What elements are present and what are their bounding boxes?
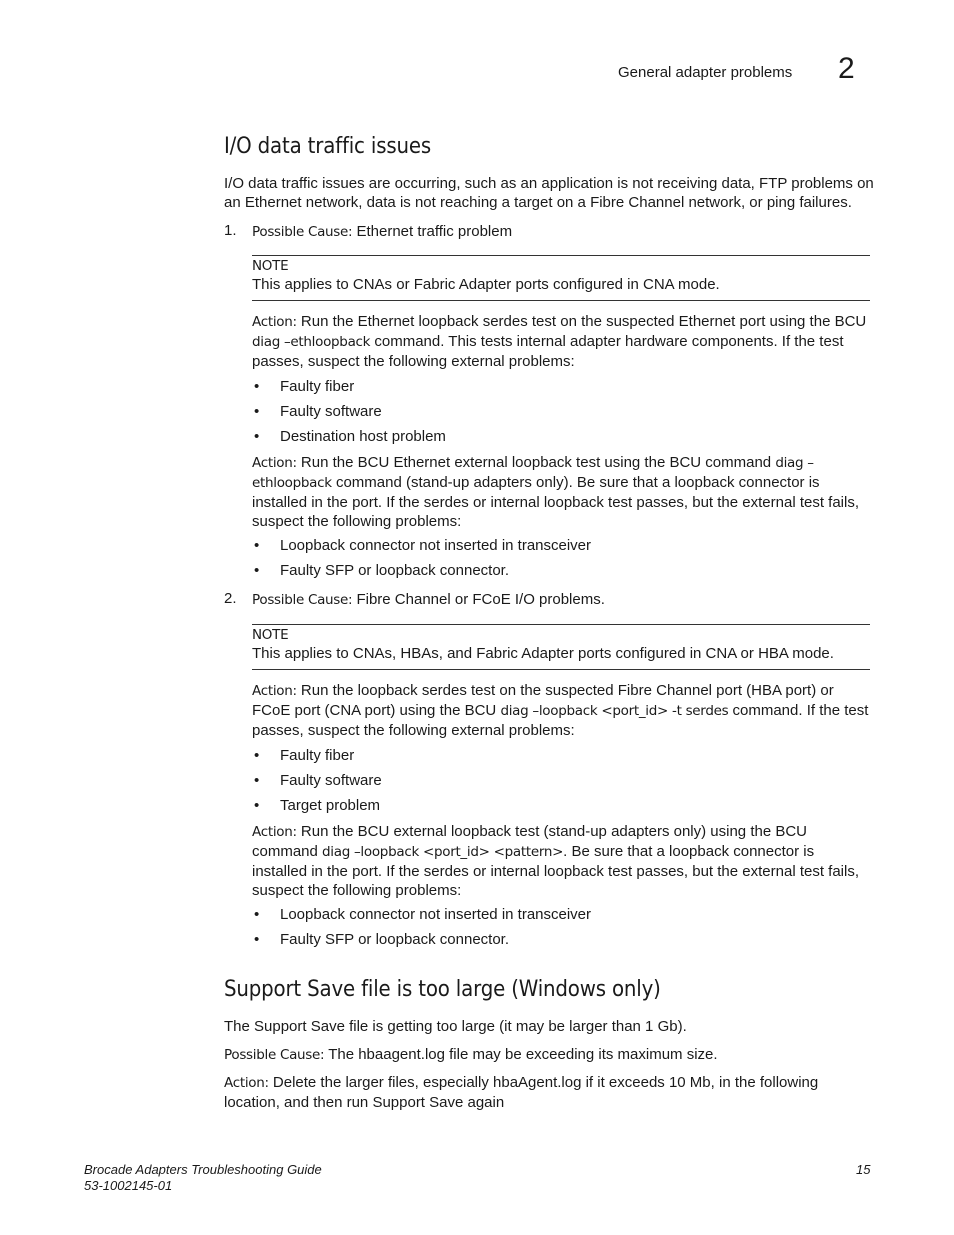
bullet-icon: •	[254, 747, 260, 764]
command-text: diag –ethloopback	[252, 455, 814, 491]
footer-page-number: 15	[856, 1162, 871, 1177]
list-item-text: Target problem	[280, 797, 381, 814]
action-text: Run the loopback serdes test on the suspected Fibre Channel port (HBA port) or FCoE port (CNA port) using the BCU	[252, 682, 834, 719]
bullet-icon: •	[254, 931, 260, 948]
action-paragraph	[252, 822, 872, 900]
action-label: Action:	[252, 455, 297, 471]
note-top-rule	[252, 255, 870, 256]
possible-cause	[224, 1045, 874, 1065]
section-title-io-traffic: I/O data traffic issues	[224, 134, 431, 159]
bullet-icon: •	[254, 797, 260, 814]
section-intro: The Support Save file is getting too large (it may be larger than 1 Gb).	[224, 1018, 687, 1035]
cause-label: Possible Cause:	[224, 1047, 325, 1063]
running-header-section: General adapter problems	[618, 64, 793, 81]
list-item	[254, 772, 382, 789]
section-title-support-save: Support Save file is too large (Windows only)	[224, 977, 661, 1002]
bullet-icon: •	[254, 772, 260, 789]
list-number: 1.	[224, 222, 237, 239]
action-text: command (stand-up adapters only). Be sure that a loopback connector is installed in the port. If the serdes or internal loopback test passes, but the external test fails, suspect the following problems:	[252, 474, 860, 530]
list-item	[254, 403, 382, 420]
section-intro: I/O data traffic issues are occurring, such as an application is not receiving data, FTP problems on an Ethernet network, data is not reaching a target on a Fibre Channel network, or ping failures.	[224, 175, 874, 211]
list-item	[254, 906, 592, 923]
action-paragraph	[252, 453, 872, 531]
action-label: Action:	[224, 1075, 269, 1091]
possible-cause	[252, 222, 872, 242]
list-item-text: Faulty fiber	[280, 378, 355, 395]
action-text: Run the Ethernet loopback serdes test on the suspected Ethernet port using the BCU	[296, 313, 867, 330]
bullet-icon: •	[254, 537, 260, 554]
note-text: This applies to CNAs, HBAs, and Fabric Adapter ports configured in CNA or HBA mode.	[252, 645, 834, 662]
action-text: . Be sure that a loopback connector is installed in the port. If the serdes or internal loopback test passes, but the external test fails, suspect the following problems:	[252, 843, 860, 899]
cause-text: Fibre Channel or FCoE I/O problems.	[352, 591, 605, 608]
list-item	[254, 378, 355, 395]
cause-text: The hbaagent.log file may be exceeding its maximum size.	[324, 1046, 718, 1063]
action-label: Action:	[252, 824, 297, 840]
list-number: 2.	[224, 590, 237, 607]
list-item	[254, 428, 446, 445]
action-paragraph	[224, 1073, 874, 1112]
list-item	[254, 797, 381, 814]
list-item-text: Faulty fiber	[280, 747, 355, 764]
footer-doc-number: 53-1002145-01	[84, 1178, 173, 1193]
possible-cause	[252, 590, 872, 610]
note-label: NOTE	[252, 258, 289, 274]
command-text: diag –loopback <port_id> -t serdes	[500, 703, 729, 719]
list-item	[254, 931, 510, 948]
list-item	[254, 562, 510, 579]
list-item	[254, 537, 592, 554]
list-item	[254, 747, 355, 764]
action-text: Run the BCU Ethernet external loopback test using the BCU command	[296, 454, 776, 471]
bullet-icon: •	[254, 562, 260, 579]
note-label: NOTE	[252, 627, 289, 643]
bullet-icon: •	[254, 403, 260, 420]
note-bottom-rule	[252, 669, 870, 670]
action-text: Run the BCU external loopback test (stand-up adapters only) using the BCU command	[252, 823, 808, 860]
note-text: This applies to CNAs or Fabric Adapter ports configured in CNA mode.	[252, 276, 720, 293]
list-item-text: Faulty SFP or loopback connector.	[280, 562, 510, 579]
cause-label: Possible Cause:	[252, 224, 353, 240]
command-text: diag –loopback <port_id> <pattern>	[322, 844, 564, 860]
action-label: Action:	[252, 314, 297, 330]
footer-guide-title: Brocade Adapters Troubleshooting Guide	[84, 1162, 322, 1177]
action-text: Delete the larger files, especially hbaAgent.log if it exceeds 10 Mb, in the following location, and then run Support Save again	[224, 1074, 819, 1111]
note-bottom-rule	[252, 300, 870, 301]
list-item-text: Loopback connector not inserted in transceiver	[280, 906, 592, 923]
list-item-text: Faulty software	[280, 403, 382, 420]
bullet-icon: •	[254, 428, 260, 445]
list-item-text: Faulty software	[280, 772, 382, 789]
list-item-text: Faulty SFP or loopback connector.	[280, 931, 510, 948]
cause-text: Ethernet traffic problem	[352, 223, 513, 240]
list-item-text: Loopback connector not inserted in transceiver	[280, 537, 592, 554]
bullet-icon: •	[254, 906, 260, 923]
action-paragraph	[252, 681, 872, 740]
action-text: command. If the test passes, suspect the following external problems:	[252, 702, 869, 739]
cause-label: Possible Cause:	[252, 592, 353, 608]
note-top-rule	[252, 624, 870, 625]
action-label: Action:	[252, 683, 297, 699]
action-paragraph	[252, 312, 872, 371]
list-item-text: Destination host problem	[280, 428, 446, 445]
command-text: diag –ethloopback	[252, 334, 371, 350]
chapter-number: 2	[838, 52, 855, 85]
action-text: command. This tests internal adapter hardware components. If the test passes, suspect the following external problems:	[252, 333, 844, 370]
bullet-icon: •	[254, 378, 260, 395]
